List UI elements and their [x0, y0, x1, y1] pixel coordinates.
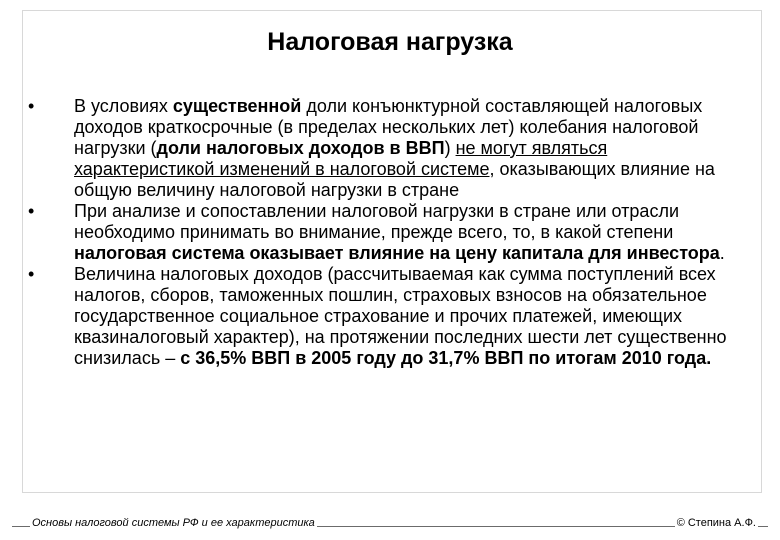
bullet-list	[24, 96, 736, 369]
footer-copyright: © Степина А.Ф.	[676, 517, 756, 529]
slide-title: Налоговая нагрузка	[267, 28, 513, 56]
bullet-item: • Величина налоговых доходов (рассчитываемая как сумма поступлений всех налогов, сборов, таможенных пошлин, страховых взносов на обязательное государственное социальное страхование и прочих платежей, имеющих квазиналоговый характер), на протяжении последних шести лет существенно снизилась – с 36,5% ВВП в 2005 году до 31,7% ВВП по итогам 2010 года.	[28, 264, 727, 368]
footer-course-title: Основы налоговой системы РФ и ее характеристика	[32, 517, 315, 529]
bullet-item: • При анализе и сопоставлении налоговой нагрузки в стране или отрасли необходимо принимать во внимание, прежде всего, то, в какой степени налоговая система оказывает влияние на цену капитала для инвестора.	[28, 201, 725, 263]
bullet-dot-icon: •	[28, 96, 35, 116]
bullet-dot-icon: •	[28, 201, 35, 221]
bullet-dot-icon: •	[28, 264, 35, 284]
bullet-item: • В условиях существенной доли конъюнктурной составляющей налоговых доходов краткосрочные (в пределах нескольких лет) колебания налоговой нагрузки (доли налоговых доходов в ВВП) не могут являться характеристикой изменений в налоговой системе, оказывающих влияние на общую величину налоговой нагрузки в стране	[28, 96, 715, 200]
